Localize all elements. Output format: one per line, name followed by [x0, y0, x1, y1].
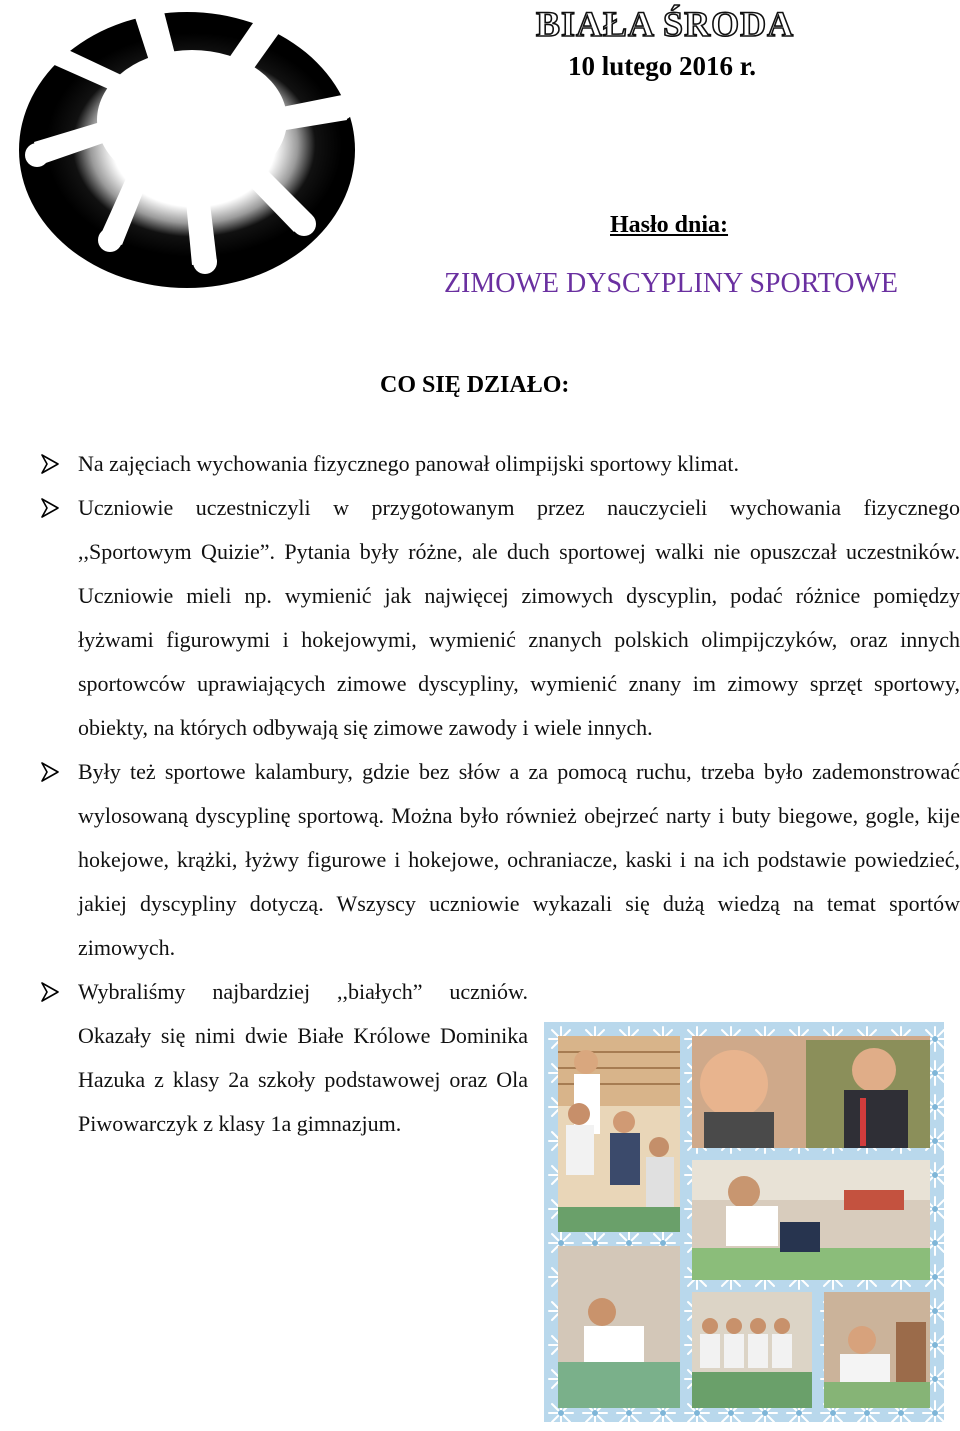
- list-item-text: Uczniowie uczestniczyli w przygotowanym przez nauczycieli wychowania fizycznego ,,Sportowym Quizie”. Pytania były różne, ale duch sportowej walki nie opuszczał uczestników. Uczniowie mieli np. wymienić jak najwięcej zimowych dyscyplin, podać różnice pomiędzy łyżwami figurowymi i hokejowymi, wymienić znanych polskich olimpijczyków, oraz innych sportowców uprawiających zimowe dyscypliny, wymienić znany im zimowy sprzęt sportowy, obiekty, na których odbywają się zimowe zawody i wiele innych.: [78, 495, 960, 740]
- arrow-bullet-icon: [40, 454, 60, 474]
- list-item: [40, 750, 960, 970]
- motto-value: [0, 266, 960, 302]
- list-item-text: Wybraliśmy najbardziej ,,białych” uczniów. Okazały się nimi dwie Białe Królowe Dominika Hazuka z klasy 2a szkoły podstawowej oraz Ola Piwowarczyk z klasy 1a gimnazjum.: [78, 979, 528, 1136]
- issue-date: 10 lutego 2016 r.: [568, 51, 756, 81]
- list-item-text: Na zajęciach wychowania fizycznego panował olimpijski sportowy klimat.: [78, 451, 740, 476]
- list-item: [40, 442, 960, 486]
- arrow-bullet-icon: [40, 982, 60, 1002]
- arrow-bullet-icon: [40, 498, 60, 518]
- arrow-bullet-icon: [40, 762, 60, 782]
- masthead-title: BIAŁA ŚRODA: [536, 4, 795, 44]
- black-splash-logo-icon: [12, 0, 357, 290]
- list-item: [40, 486, 960, 750]
- motto-text: ZIMOWE DYSCYPLINY SPORTOWE: [443, 268, 899, 299]
- list-item-text: Były też sportowe kalambury, gdzie bez słów a za pomocą ruchu, trzeba było zademonstrować wylosowaną dyscyplinę sportową. Można było również obejrzeć narty i buty biegowe, gogle, kije hokejowe, krążki, łyżwy figurowe i hokejowe, ochraniacze, kaski i na ich podstawie powiedzieć, jakiej dyscypliny dotyczą. Wszyscy uczniowie wykazali się dużą wiedzą na temat sportów zimowych.: [78, 759, 960, 960]
- photo-collage-icon: [544, 1022, 944, 1422]
- section-title: CO SIĘ DZIAŁO:: [380, 372, 570, 398]
- motto-label: Hasło dnia:: [610, 212, 729, 238]
